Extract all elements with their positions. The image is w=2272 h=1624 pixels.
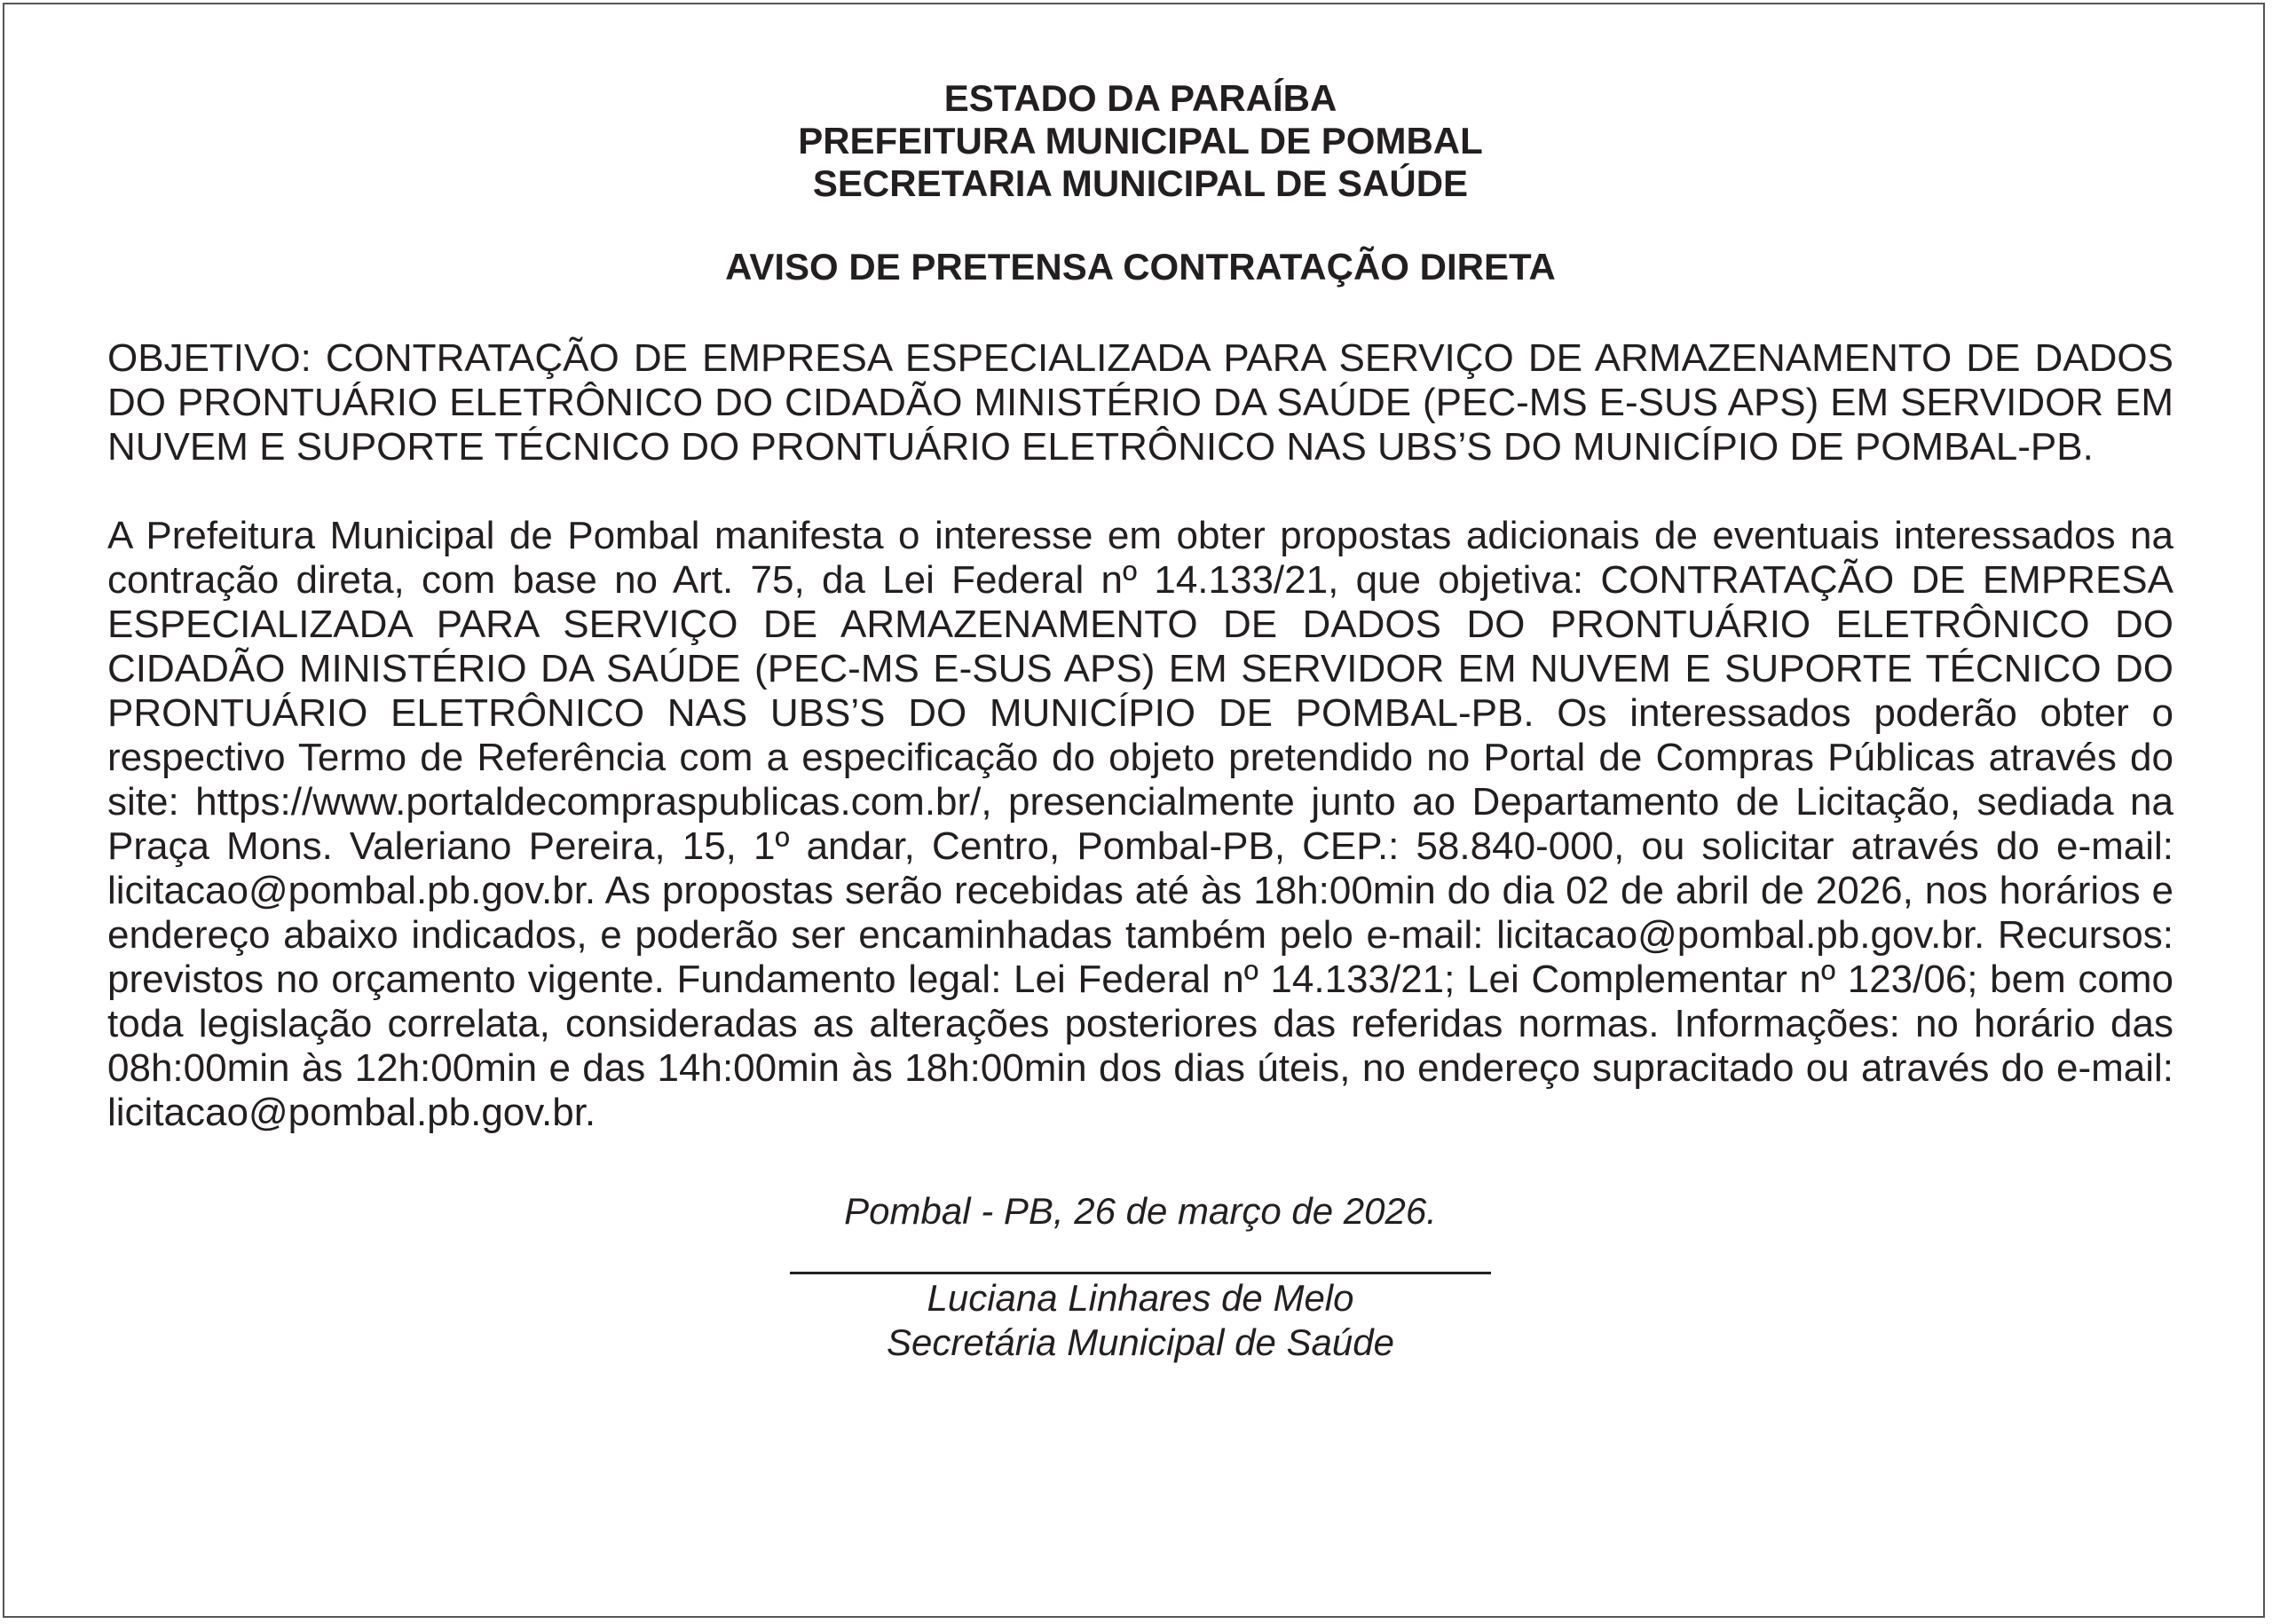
notice-content: [107, 77, 2173, 1365]
objective-paragraph: OBJETIVO: CONTRATAÇÃO DE EMPRESA ESPECIALIZADA PARA SERVIÇO DE ARMAZENAMENTO DE DADOS DO PRONTUÁRIO ELETRÔNICO DO CIDADÃO MINISTÉRIO DA SAÚDE (PEC-MS E-SUS APS) EM SERVIDOR EM NUVEM E SUPORTE TÉCNICO DO PRONTUÁRIO ELETRÔNICO NAS UBS’S DO MUNICÍPIO DE POMBAL-PB.: [107, 336, 2173, 469]
notice-title: AVISO DE PRETENSA CONTRATAÇÃO DIRETA: [725, 246, 1556, 288]
place-date: Pombal - PB, 26 de março de 2026.: [844, 1190, 1437, 1232]
signer-role: Secretária Municipal de Saúde: [886, 1321, 1394, 1363]
document-frame: [3, 3, 2265, 1618]
secretariat-heading: SECRETARIA MUNICIPAL DE SAÚDE: [812, 162, 1469, 204]
state-heading: ESTADO DA PARAÍBA: [943, 77, 1337, 119]
signer-name: Luciana Linhares de Melo: [927, 1277, 1354, 1319]
body-paragraph: A Prefeitura Municipal de Pombal manifesta o interesse em obter propostas adicionais de eventuais interessados na contração direta, com base no Art. 75, da Lei Federal nº 14.133/21, que objetiva: CONTRATAÇÃO DE EMPRESA ESPECIALIZADA PARA SERVIÇO DE ARMAZENAMENTO DE DADOS DO PRONTUÁRIO ELETRÔNICO DO CIDADÃO MINISTÉRIO DA SAÚDE (PEC-MS E-SUS APS) EM SERVIDOR EM NUVEM E SUPORTE TÉCNICO DO PRONTUÁRIO ELETRÔNICO NAS UBS’S DO MUNICÍPIO DE POMBAL-PB. Os interessados poderão obter o respectivo Termo de Referência com a especificação do objeto pretendido no Portal de Compras Públicas através do site: https://www.portaldecompraspublicas.com.br/, presencialmente junto ao Departamento de Licitação, sediada na Praça Mons. Valeriano Pereira, 15, 1º andar, Centro, Pombal-PB, CEP.: 58.840-000, ou solicitar através do e-mail: licitacao@pombal.pb.gov.br. As propostas serão recebidas até às 18h:00min do dia 02 de abril de 2026, nos horários e endereço abaixo indicados, e poderão ser encaminhadas também pelo e-mail: licitacao@pombal.pb.gov.br. Recursos: previstos no orçamento vigente. Fundamento legal: Lei Federal nº 14.133/21; Lei Complementar nº 123/06; bem como toda legislação correlata, consideradas as alterações posteriores das referidas normas. Informações: no horário das 08h:00min às 12h:00min e das 14h:00min às 18h:00min dos dias úteis, no endereço supracitado ou através do e-mail: licitacao@pombal.pb.gov.br.: [107, 514, 2173, 1134]
prefecture-heading: PREFEITURA MUNICIPAL DE POMBAL: [798, 120, 1483, 162]
signature-line: [790, 1272, 1491, 1274]
